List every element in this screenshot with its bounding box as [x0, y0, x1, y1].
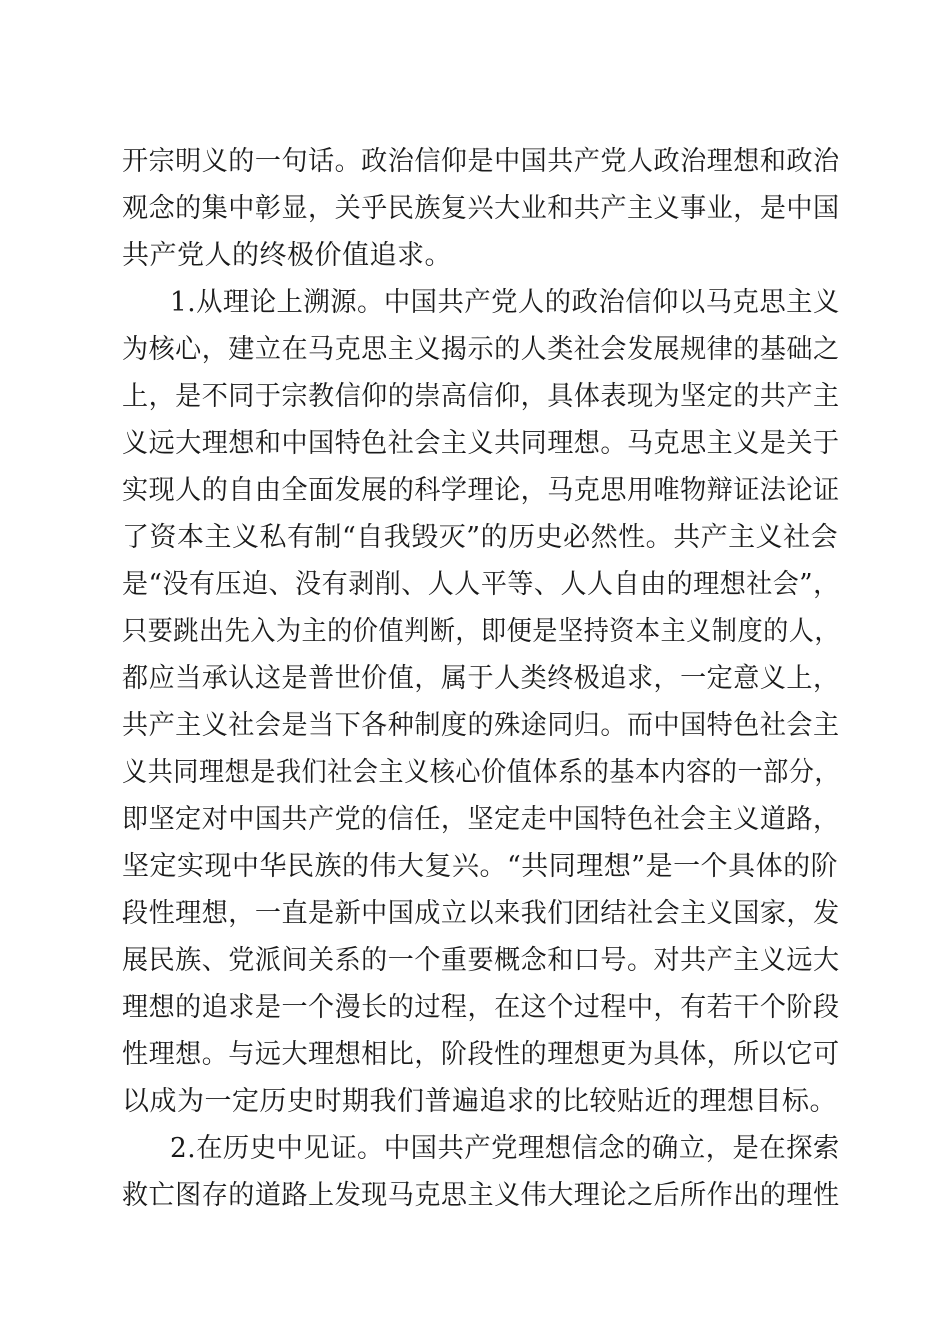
paragraph-first-line: 1.从理论上溯源。中国共产党人的政治信仰以马克思主义: [170, 287, 840, 318]
text-line: 是“没有压迫、没有剥削、人人平等、人人自由的理想社会”，: [122, 569, 840, 600]
text-line: 观念的集中彰显，关乎民族复兴大业和共产主义事业，是中国: [122, 193, 840, 224]
text-line: 以成为一定历史时期我们普遍追求的比较贴近的理想目标。: [122, 1086, 837, 1117]
text-line: 理想的追求是一个漫长的过程，在这个过程中，有若干个阶段: [122, 992, 840, 1023]
text-line: 共产主义社会是当下各种制度的殊途同归。而中国特色社会主: [122, 710, 840, 741]
text-line: 共产党人的终极价值追求。: [122, 240, 452, 271]
text-line: 上，是不同于宗教信仰的崇高信仰，具体表现为坚定的共产主: [122, 381, 840, 412]
text-line: 了资本主义私有制“自我毁灭”的历史必然性。共产主义社会: [122, 522, 839, 553]
text-line: 只要跳出先入为主的价值判断，即便是坚持资本主义制度的人，: [122, 616, 841, 647]
text-line: 开宗明义的一句话。政治信仰是中国共产党人政治理想和政治: [122, 146, 840, 177]
text-line: 都应当承认这是普世价值，属于人类终极追求，一定意义上，: [122, 663, 840, 694]
text-line: 展民族、党派间关系的一个重要概念和口号。对共产主义远大: [122, 945, 840, 976]
text-line: 救亡图存的道路上发现马克思主义伟大理论之后所作出的理性: [122, 1180, 840, 1211]
text-line: 段性理想，一直是新中国成立以来我们团结社会主义国家，发: [122, 898, 840, 929]
text-line: 为核心，建立在马克思主义揭示的人类社会发展规律的基础之: [122, 334, 840, 365]
text-line: 性理想。与远大理想相比，阶段性的理想更为具体，所以它可: [122, 1039, 840, 1070]
text-line: 义远大理想和中国特色社会主义共同理想。马克思主义是关于: [122, 428, 840, 459]
text-line: 实现人的自由全面发展的科学理论，马克思用唯物辩证法论证: [122, 475, 840, 506]
paragraph-first-line: 2.在历史中见证。中国共产党理想信念的确立，是在探索: [170, 1133, 840, 1164]
text-line: 义共同理想是我们社会主义核心价值体系的基本内容的一部分，: [122, 757, 841, 788]
text-line: 即坚定对中国共产党的信任，坚定走中国特色社会主义道路，: [122, 804, 840, 835]
text-line: 坚定实现中华民族的伟大复兴。“共同理想”是一个具体的阶: [122, 851, 839, 882]
